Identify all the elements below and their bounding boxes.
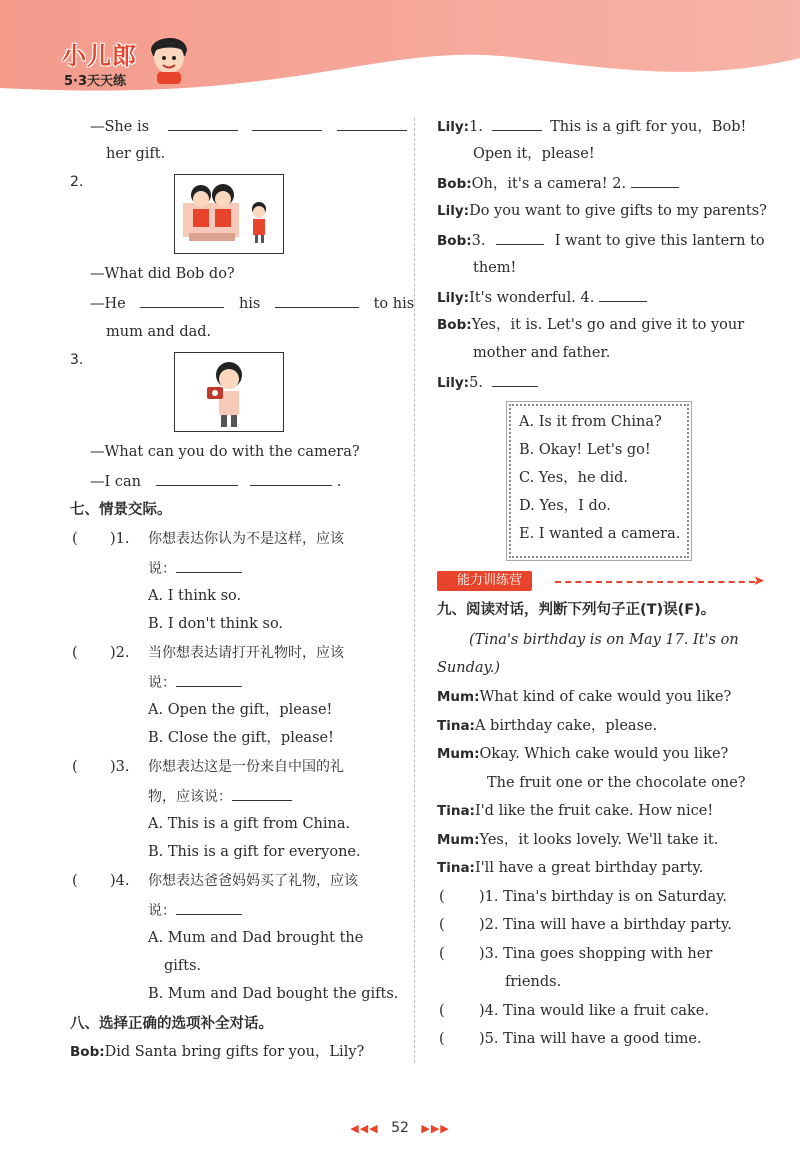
sec7-item3-text: 你想表达这是一份来自中国的礼	[148, 759, 344, 775]
sec9-line-3	[437, 744, 728, 764]
sec9-line-6-text: I'll have a great birthday party.	[474, 860, 704, 876]
sec7-item2-text2	[148, 672, 242, 693]
speaker-tina: Tina:	[437, 860, 475, 876]
sec7-item4-option-b: B. Mum and Dad bought the gifts.	[148, 986, 399, 1002]
q3-blank-1[interactable]	[156, 471, 238, 486]
judge-1-paren[interactable]: (	[439, 889, 445, 905]
judge-2-text: )2. Tina will have a birthday party.	[479, 917, 732, 933]
brand-name: 小儿郎	[62, 42, 137, 70]
sec7-item3-blank[interactable]	[232, 786, 292, 801]
sec7-item1-option-a: A. I think so.	[148, 588, 242, 604]
brand-subtitle: 5·3天天练	[64, 74, 127, 89]
speaker-mum: Mum:	[437, 832, 480, 848]
sec7-item2-option-a: A. Open the gift，please!	[148, 702, 333, 718]
judge-3-cont: friends.	[505, 974, 562, 990]
dialogue-1-text: This is a gift for you，Bob!	[550, 119, 747, 135]
q1-answer-line	[90, 116, 407, 137]
speaker-lily: Lily:	[437, 375, 470, 391]
sec9-intro-2: Sunday.)	[437, 660, 501, 676]
q2-picture	[174, 174, 284, 254]
sec9-line-1	[437, 687, 731, 707]
sec8-first-line	[70, 1042, 364, 1062]
q3-answer-prefix: —I can	[90, 474, 141, 490]
dialogue-blank-4[interactable]	[599, 287, 647, 302]
dialogue-blank-1[interactable]	[492, 116, 542, 131]
judge-3-paren[interactable]: (	[439, 946, 445, 962]
judge-3-text: )3. Tina goes shopping with her	[479, 946, 713, 962]
banner-label: 能力训练营	[437, 571, 532, 591]
arrows-left-icon: ◀◀◀	[350, 1122, 379, 1135]
sec7-item1-paren[interactable]: (	[72, 531, 78, 547]
sec9-line-3-cont: The fruit one or the chocolate one?	[487, 775, 746, 791]
sec7-item2-text: 当你想表达请打开礼物时，应该	[148, 645, 344, 661]
q2-blank-1[interactable]	[140, 293, 224, 308]
q1-blank-2[interactable]	[252, 116, 322, 131]
sec7-item2-say: 说：	[148, 675, 176, 691]
option-e: E. I wanted a camera.	[519, 526, 681, 542]
page-number: 52	[391, 1120, 409, 1136]
judge-2-paren[interactable]: (	[439, 917, 445, 933]
dialogue-blank-2[interactable]	[631, 173, 679, 188]
sec7-item4-text: 你想表达爸爸妈妈买了礼物，应该	[148, 873, 358, 889]
q2-answer-end: mum and dad.	[106, 324, 212, 340]
dialogue-2-text: Oh，it's a camera!	[471, 176, 608, 192]
mascot-icon	[145, 32, 193, 84]
arrow-right-icon: ➤	[753, 573, 765, 589]
section-7-title: 七、情景交际。	[70, 502, 172, 518]
sec7-item4-blank[interactable]	[176, 900, 242, 915]
dialogue-line-1-cont: Open it，please!	[473, 146, 595, 162]
q2-answer-to: to his	[373, 296, 415, 312]
sec7-item1-text2	[148, 558, 242, 579]
dialogue-line-5	[437, 287, 647, 308]
sec7-item1-blank[interactable]	[176, 558, 242, 573]
dialogue-2-num: 2.	[612, 176, 627, 192]
dialogue-1-num: 1.	[469, 119, 483, 135]
dialogue-blank-3[interactable]	[496, 230, 544, 245]
speaker-bob: Bob:	[437, 233, 472, 249]
sec7-item1-option-b: B. I don't think so.	[148, 616, 284, 632]
dialogue-5-text: It's wonderful.	[469, 290, 576, 306]
speaker-lily: Lily:	[437, 290, 470, 306]
dialogue-line-1	[437, 116, 746, 137]
speaker-mum: Mum:	[437, 746, 480, 762]
sec7-item4-option-a: A. Mum and Dad brought the	[148, 930, 364, 946]
sec7-item4-text2	[148, 900, 242, 921]
banner-dash-line	[555, 581, 755, 583]
ability-banner	[437, 570, 767, 594]
sec9-line-4	[437, 801, 713, 821]
dialogue-6-text: Yes，it is. Let's go and give it to your	[471, 317, 745, 333]
q1-end: her gift.	[106, 146, 166, 162]
arrows-right-icon: ▶▶▶	[421, 1122, 450, 1135]
dialogue-line-2	[437, 173, 679, 194]
sec7-item1-number: )1.	[110, 531, 130, 547]
sec7-item3-number: )3.	[110, 759, 130, 775]
sec7-item4-say: 说：	[148, 903, 176, 919]
dialogue-line-6	[437, 315, 744, 335]
sec9-intro-1: (Tina's birthday is on May 17. It's on	[469, 632, 739, 648]
sec9-line-4-text: I'd like the fruit cake. How nice!	[474, 803, 714, 819]
dialogue-4-num: 3.	[471, 233, 486, 249]
sec9-line-2-text: A birthday cake，please.	[474, 718, 658, 734]
sec9-line-2	[437, 716, 657, 736]
speaker-lily: Lily:	[437, 119, 470, 135]
q2-blank-2[interactable]	[275, 293, 359, 308]
speaker-tina: Tina:	[437, 803, 475, 819]
sec7-item2-paren[interactable]: (	[72, 645, 78, 661]
sec7-item3-say: 物，应该说：	[148, 789, 232, 805]
options-box	[509, 404, 689, 558]
judge-4-paren[interactable]: (	[439, 1003, 445, 1019]
sec7-item1-text: 你想表达你认为不是这样，应该	[148, 531, 344, 547]
sec7-item3-paren[interactable]: (	[72, 759, 78, 775]
section-8-title: 八、选择正确的选项补全对话。	[70, 1016, 273, 1032]
sec7-item3-text2	[148, 786, 292, 807]
dialogue-line-4	[437, 230, 765, 251]
dialogue-line-3	[437, 201, 767, 221]
option-c: C. Yes，he did.	[519, 470, 628, 486]
sec9-line-5	[437, 830, 718, 850]
option-a: A. Is it from China?	[519, 414, 662, 430]
sec7-item2-blank[interactable]	[176, 672, 242, 687]
q2-number: 2.	[70, 174, 84, 190]
column-divider	[414, 118, 415, 1063]
q3-question: —What can you do with the camera?	[90, 444, 360, 460]
q3-blank-2[interactable]	[250, 471, 332, 486]
sec7-item4-paren[interactable]: (	[72, 873, 78, 889]
dialogue-3-text: Do you want to give gifts to my parents?	[469, 203, 767, 219]
q2-question: —What did Bob do?	[90, 266, 235, 282]
dialogue-4-text: I want to give this lantern to	[554, 233, 765, 249]
q2-answer-mid: his	[238, 296, 261, 312]
q1-prefix: —She is	[90, 119, 150, 135]
sec7-item4-number: )4.	[110, 873, 130, 889]
q3-number: 3.	[70, 352, 84, 368]
dialogue-line-6-cont: mother and father.	[473, 345, 611, 361]
speaker-lily: Lily:	[437, 203, 470, 219]
dialogue-line-4-cont: them!	[473, 260, 517, 276]
speaker-tina: Tina:	[437, 718, 475, 734]
sec8-first-text: Did Santa bring gifts for you，Lily?	[104, 1044, 365, 1060]
section-9-title: 九、阅读对话，判断下列句子正(T)误(F)。	[437, 602, 716, 618]
dialogue-7-num: 5.	[469, 375, 483, 391]
q2-answer-prefix: —He	[90, 296, 126, 312]
speaker-bob: Bob:	[437, 317, 472, 333]
sec7-item2-option-b: B. Close the gift，please!	[148, 730, 334, 746]
sec7-item4-option-a-cont: gifts.	[164, 958, 202, 974]
sec8-speaker-bob: Bob:	[70, 1044, 105, 1060]
speaker-bob: Bob:	[437, 176, 472, 192]
judge-4-text: )4. Tina would like a fruit cake.	[479, 1003, 709, 1019]
dialogue-line-7	[437, 372, 538, 393]
sec7-item3-option-b: B. This is a gift for everyone.	[148, 844, 361, 860]
judge-5-paren[interactable]: (	[439, 1031, 445, 1047]
judge-5-text: )5. Tina will have a good time.	[479, 1031, 702, 1047]
sec9-line-1-text: What kind of cake would you like?	[479, 689, 732, 705]
dialogue-blank-5[interactable]	[492, 372, 538, 387]
q2-answer-line	[90, 293, 414, 314]
q3-answer-line	[90, 471, 341, 492]
sec9-line-5-text: Yes，it looks lovely. We'll take it.	[479, 832, 719, 848]
option-b: B. Okay! Let's go!	[519, 442, 651, 458]
sec7-item2-number: )2.	[110, 645, 130, 661]
q1-blank-3[interactable]	[337, 116, 407, 131]
judge-1-text: )1. Tina's birthday is on Saturday.	[479, 889, 728, 905]
sec9-line-3-text: Okay. Which cake would you like?	[479, 746, 729, 762]
speaker-mum: Mum:	[437, 689, 480, 705]
option-d: D. Yes，I do.	[519, 498, 611, 514]
q3-answer-end: .	[336, 474, 342, 490]
page-footer	[0, 1120, 800, 1136]
sec7-item3-option-a: A. This is a gift from China.	[148, 816, 351, 832]
dialogue-5-num: 4.	[580, 290, 595, 306]
q3-picture	[174, 352, 284, 432]
q1-blank-1[interactable]	[168, 116, 238, 131]
sec7-item1-say: 说：	[148, 561, 176, 577]
sec9-line-6	[437, 858, 703, 878]
